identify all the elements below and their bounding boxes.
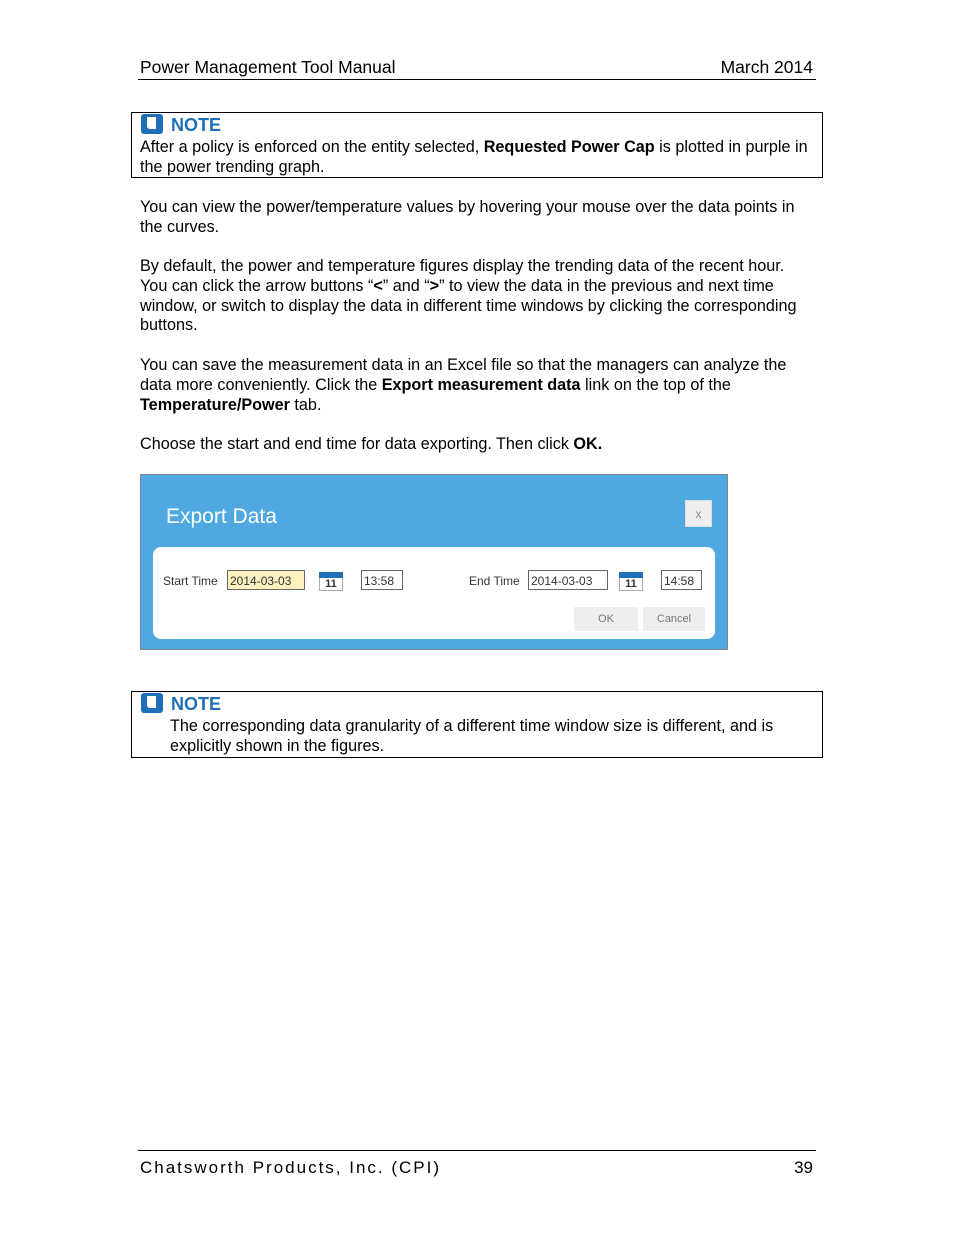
cancel-button[interactable]: Cancel — [643, 607, 705, 631]
export-data-dialog — [140, 474, 728, 650]
paragraph: By default, the power and temperature figures display the trending data of the recent hour. You can click the arrow buttons “<” and “>” to view the data in the previous and next time window, or switch to display the data in different time windows by clicking the corresponding buttons. — [140, 257, 797, 335]
start-date-input[interactable]: 2014-03-03 — [227, 570, 305, 590]
start-calendar-icon[interactable]: 11 — [319, 569, 343, 592]
dialog-body — [153, 547, 715, 639]
header-title: Power Management Tool Manual — [140, 57, 396, 77]
note-text: The corresponding data granularity of a different time window size is different, and is explicitly shown in the figures. — [170, 717, 774, 755]
end-time-label: End Time — [469, 574, 520, 588]
footer-company: Chatsworth Products, Inc. (CPI) — [140, 1158, 442, 1177]
header-date: March 2014 — [720, 57, 813, 77]
paragraph: Choose the start and end time for data exporting. Then click OK. — [140, 435, 603, 453]
note-icon — [141, 693, 163, 713]
note-box — [131, 691, 823, 758]
end-calendar-icon[interactable]: 11 — [619, 569, 643, 592]
note-box — [131, 112, 823, 178]
start-time-input[interactable]: 13:58 — [361, 570, 403, 590]
note-title: NOTE — [171, 115, 222, 135]
footer-rule — [138, 1150, 816, 1151]
end-date-input[interactable]: 2014-03-03 — [528, 570, 608, 590]
paragraph: You can view the power/temperature values by hovering your mouse over the data points in the curves. — [140, 198, 795, 236]
note-text: After a policy is enforced on the entity selected, Requested Power Cap is plotted in purple in the power trending graph. — [140, 138, 808, 176]
paragraph: You can save the measurement data in an Excel file so that the managers can analyze the data more conveniently. Click the Export measurement data link on the top of the Temperature/Power tab. — [140, 356, 787, 414]
close-button[interactable]: x — [685, 500, 712, 527]
end-time-input[interactable]: 14:58 — [661, 570, 702, 590]
note-title: NOTE — [171, 694, 222, 714]
header-rule — [138, 79, 816, 80]
start-time-label: Start Time — [163, 574, 218, 588]
note-icon — [141, 114, 163, 134]
ok-button[interactable]: OK — [574, 607, 638, 631]
page-number: 39 — [794, 1158, 813, 1177]
dialog-title: Export Data — [166, 505, 277, 528]
